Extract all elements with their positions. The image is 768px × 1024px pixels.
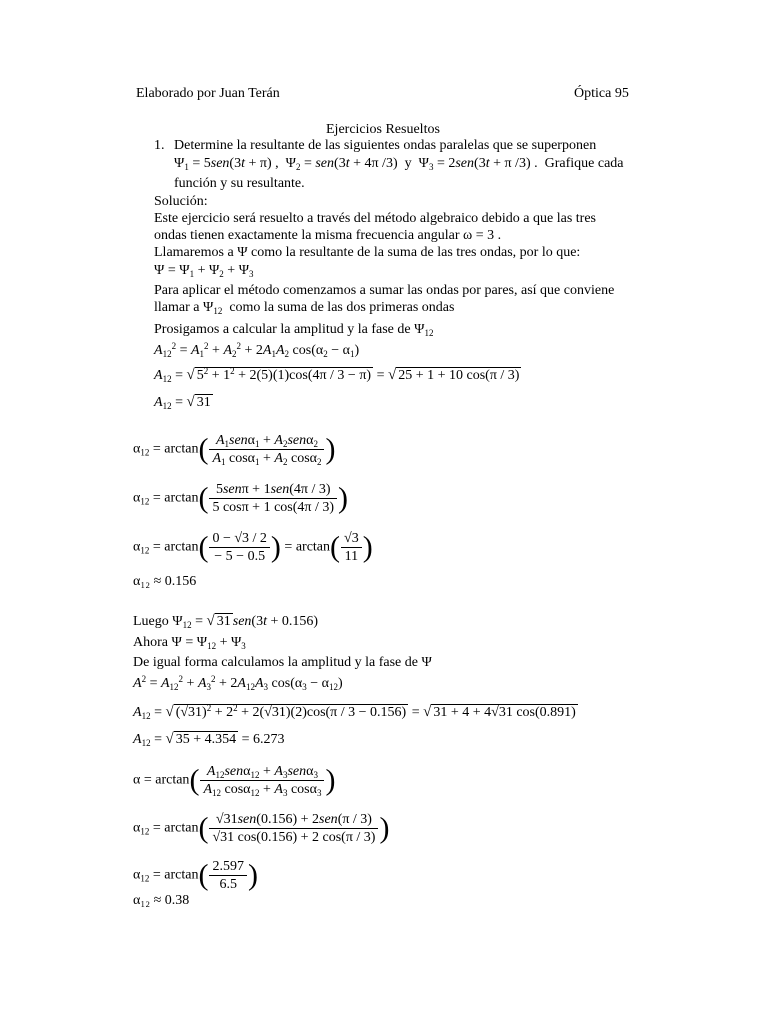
solution-label: Solución: bbox=[154, 194, 208, 209]
eq-a-squared: $A^2 = A_{12}^2 + A_3^2 + 2A_{12}A_3$ $\cos(\alpha_3 - \alpha_{12})$ bbox=[133, 674, 343, 692]
eq-psi-sum: $\Psi = \Psi_1 + \Psi_2 + \Psi_3$ bbox=[154, 263, 254, 279]
problem-number: 1. bbox=[154, 138, 165, 153]
author-label: Elaborado por Juan Terán bbox=[136, 86, 280, 101]
eq-alpha12-numeric: $\alpha_{12} = \arctan$( $\frac{\text{5senπ + 1sen(4π / 3)}}{5 \cos\pi + 1 \cos(4\pi / 3)}$ ) bbox=[133, 481, 349, 515]
eq-a12-result: $A_{12}$ = √ 31 bbox=[154, 394, 211, 411]
eq-a12-numeric: $A_{12}$ = √ $5^2 + 1^2 + 2(5)(1)\cos(4\pi / 3 - \pi)$ = √ 25 + 1 + 10 cos(π / 3) bbox=[154, 366, 520, 384]
eq-psi12: Luego $\Psi_{12}$ = √ 31 sen(3t + 0.156) bbox=[133, 613, 319, 630]
eq-alpha12-result: α₁₂ ≈ 0.156 bbox=[133, 574, 197, 589]
solution-p1-line2: ondas tienen exactamente la misma frecuencia angular ω = 3 . bbox=[154, 228, 502, 243]
eq-alpha-result: α₁₂ ≈ 0.38 bbox=[133, 893, 190, 908]
page-title: Ejercicios Resueltos bbox=[326, 122, 440, 137]
eq-a12-squared: $A_{12}^2 = A_1^2 + A_2^2 + 2A_1A_2$ $\cos(\alpha_2 - \alpha_1)$ bbox=[154, 341, 360, 359]
solution-p2: Llamaremos a Ψ como la resultante de la suma de las tres ondas, por lo que: bbox=[154, 245, 581, 260]
solution-p4: Prosigamos a calcular la amplitud y la fase de $\Psi_{12}$ bbox=[154, 322, 434, 338]
solution-p3-line2: llamar a $\Psi_{12}$ como la suma de las dos primeras ondas bbox=[154, 300, 455, 316]
eq-a-numeric: $A_{12}$ = √ $(√31)^2 + 2^2 + 2(√31)(2)\cos(\pi / 3 - 0.156)$ = √ 31 + 4 + 4√31 cos(0.891) bbox=[133, 703, 576, 721]
eq-alpha-numeric: $\alpha_{12} = \arctan$( $\frac{\text{√31sen(0.156) + 2sen(π / 3)}}{√31 \cos(0.156) + 2 \cos(\pi / 3)}$ ) bbox=[133, 811, 390, 845]
problem-statement-line3: función y su resultante. bbox=[174, 176, 305, 191]
problem-waves: $\Psi_1 = 5sen(3t + \pi)$ , $\Psi_2 = sen(3t + 4\pi$ /3) y $\Psi_3 = 2sen(3t + \pi$ /3) . Grafique cada bbox=[174, 156, 624, 172]
eq-alpha-general: α = arctan( $\frac{A_{12}sen\alpha_{12} + A_3sen\alpha_3}{A_{12} \cos\alpha_{12} + A_3 \cos\alpha_3}$ ) bbox=[133, 763, 336, 798]
eq-psi-final: Ahora $\Psi = \Psi_{12} + \Psi_3$ bbox=[133, 635, 246, 651]
eq-alpha-simplified: $\alpha_{12} = \arctan$( $\frac{2.597}{6.5}$ ) bbox=[133, 858, 258, 892]
solution-p5: De igual forma calculamos la amplitud y la fase de Ψ bbox=[133, 655, 432, 670]
eq-alpha12-general: $\alpha_{12} = \arctan$( $\frac{A_1sen\alpha_1 + A_2sen\alpha_2}{A_1 \cos\alpha_1 + A_2 \cos\alpha_2}$ ) bbox=[133, 432, 336, 467]
solution-p1-line1: Este ejercicio será resuelto a través del método algebraico debido a que las tres bbox=[154, 211, 596, 226]
solution-p3-line1: Para aplicar el método comenzamos a sumar las ondas por pares, así que conviene bbox=[154, 283, 615, 298]
problem-statement-line1: Determine la resultante de las siguientes ondas paralelas que se superponen bbox=[174, 138, 597, 153]
eq-alpha12-simplified: $\alpha_{12} = \arctan$( $\frac{0 - √3 / 2}{- 5 - 0.5}$ ) = arctan( $\frac{√3}{11}$ ) bbox=[133, 530, 373, 564]
course-label: Óptica 95 bbox=[574, 86, 629, 101]
eq-a-result: $A_{12}$ = √ 35 + 4.354 = 6.273 bbox=[133, 731, 285, 748]
